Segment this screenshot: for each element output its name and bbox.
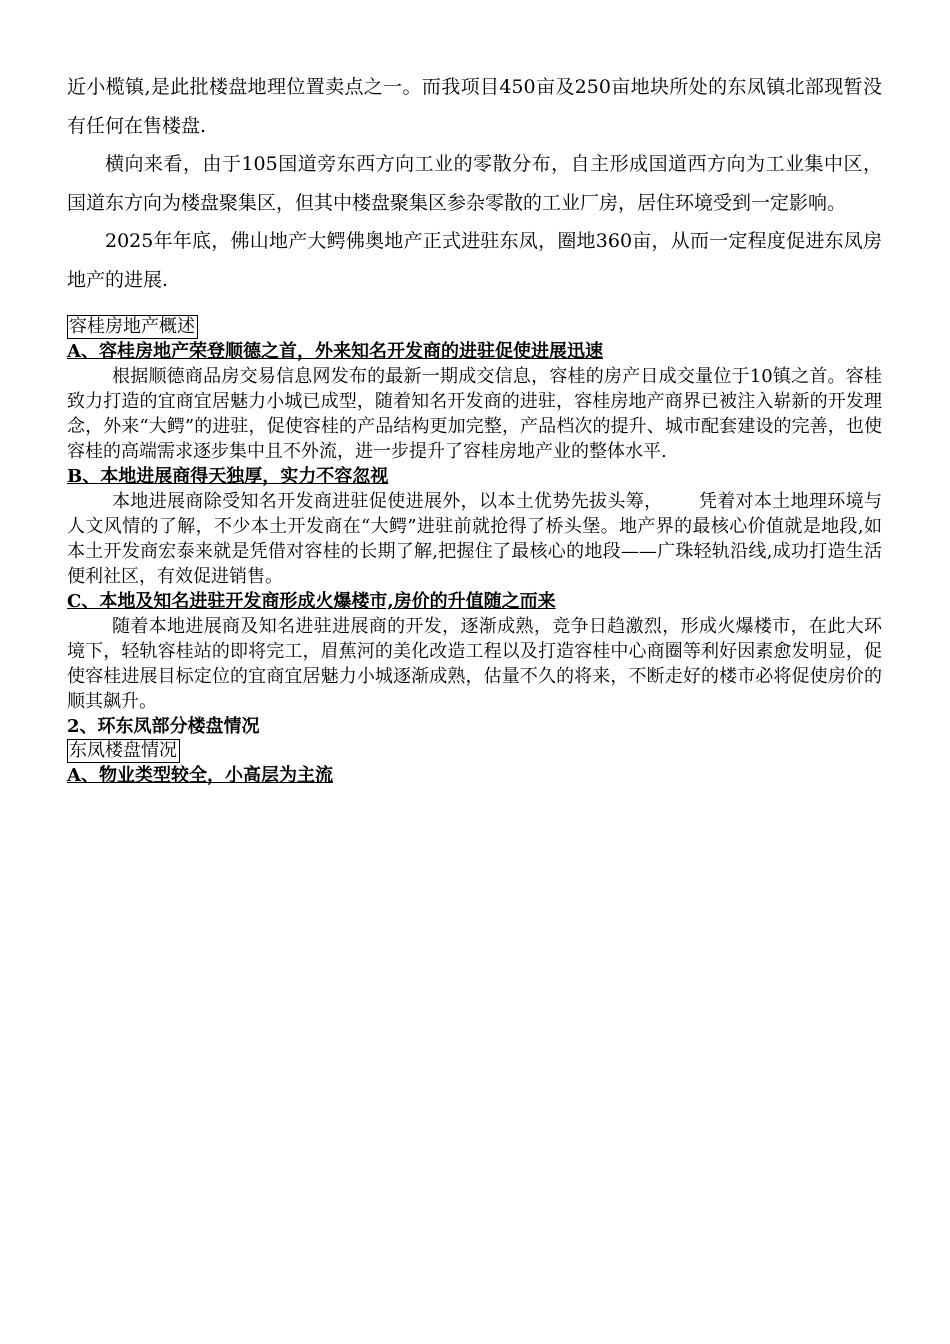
- ronggui-box-title-row: [67, 315, 882, 339]
- section-b-body: [67, 489, 882, 589]
- dongfeng-section-heading: 2、环东凤部分楼盘情况: [67, 716, 260, 737]
- section-b-heading: B、本地进展商得天独厚，实力不容忽视: [67, 466, 389, 487]
- section-c-heading: C、本地及知名进驻开发商形成火爆楼市,房价的升值随之而来: [67, 591, 556, 612]
- section-a-body: 根据顺德商品房交易信息网发布的最新一期成交信息，容桂的房产日成交量位于10镇之首。容桂致力打造的宜商宜居魅力小城已成型，随着知名开发商的进驻，容桂房地产商界已被注入崭新的开发理念，外来“大鳄”的进驻，促使容桂的产品结构更加完整，产品档次的提升、城市配套建设的完善，也使容桂的高端需求逐步集中且不外流，进一步提升了容桂房地产业的整体水平.: [67, 366, 882, 462]
- document-page: [67, 68, 882, 788]
- section-b-body-part2: 凭着对本土地理环境与人文风情的了解，不少本土开发商在“大鳄”进驻前就抢得了桥头堡。地产界的最核心价值就是地段,如本土开发商宏泰来就是凭借对容桂的长期了解,把握住了最核心的地段——广珠轻轨沿线,成功打造生活便利社区，有效促进销售。: [67, 491, 882, 587]
- ronggui-section: [67, 315, 882, 714]
- dongfeng-section-a-heading: A、物业类型较全，小高层为主流: [67, 765, 333, 786]
- section-b-body-part1: 本地进展商除受知名开发商进驻促使进展外，以本土优势先拔头筹，: [112, 491, 663, 512]
- section-c-body: 随着本地进展商及知名进驻进展商的开发，逐渐成熟，竞争日趋激烈，形成火爆楼市，在此大环境下，轻轨容桂站的即将完工，眉蕉河的美化改造工程以及打造容桂中心商圈等利好因素愈发明显，促使容桂进展目标定位的宜商宜居魅力小城逐渐成熟，估量不久的将来，不断走好的楼市必将促使房价的顺其飙升。: [67, 616, 882, 712]
- section-a-heading: A、容桂房地产荣登顺德之首，外来知名开发商的进驻促使进展迅速: [67, 341, 603, 362]
- ronggui-box-title: 容桂房地产概述: [67, 315, 198, 339]
- intro-paragraph-2: 横向来看，由于105国道旁东西方向工业的零散分布，自主形成国道西方向为工业集中区，国道东方向为楼盘聚集区，但其中楼盘聚集区参杂零散的工业厂房，居住环境受到一定影响。: [67, 153, 882, 214]
- dongfeng-box-title-row: [67, 739, 882, 763]
- intro-paragraph-1: 近小榄镇,是此批楼盘地理位置卖点之一。而我项目450亩及250亩地块所处的东凤镇北部现暂没有任何在售楼盘.: [67, 76, 882, 137]
- dongfeng-box-title: 东凤楼盘情况: [67, 739, 180, 763]
- dongfeng-section: [67, 714, 882, 788]
- intro-paragraph-3: 2025年年底，佛山地产大鳄佛奥地产正式进驻东凤，圈地360亩，从而一定程度促进东凤房地产的进展.: [67, 230, 882, 291]
